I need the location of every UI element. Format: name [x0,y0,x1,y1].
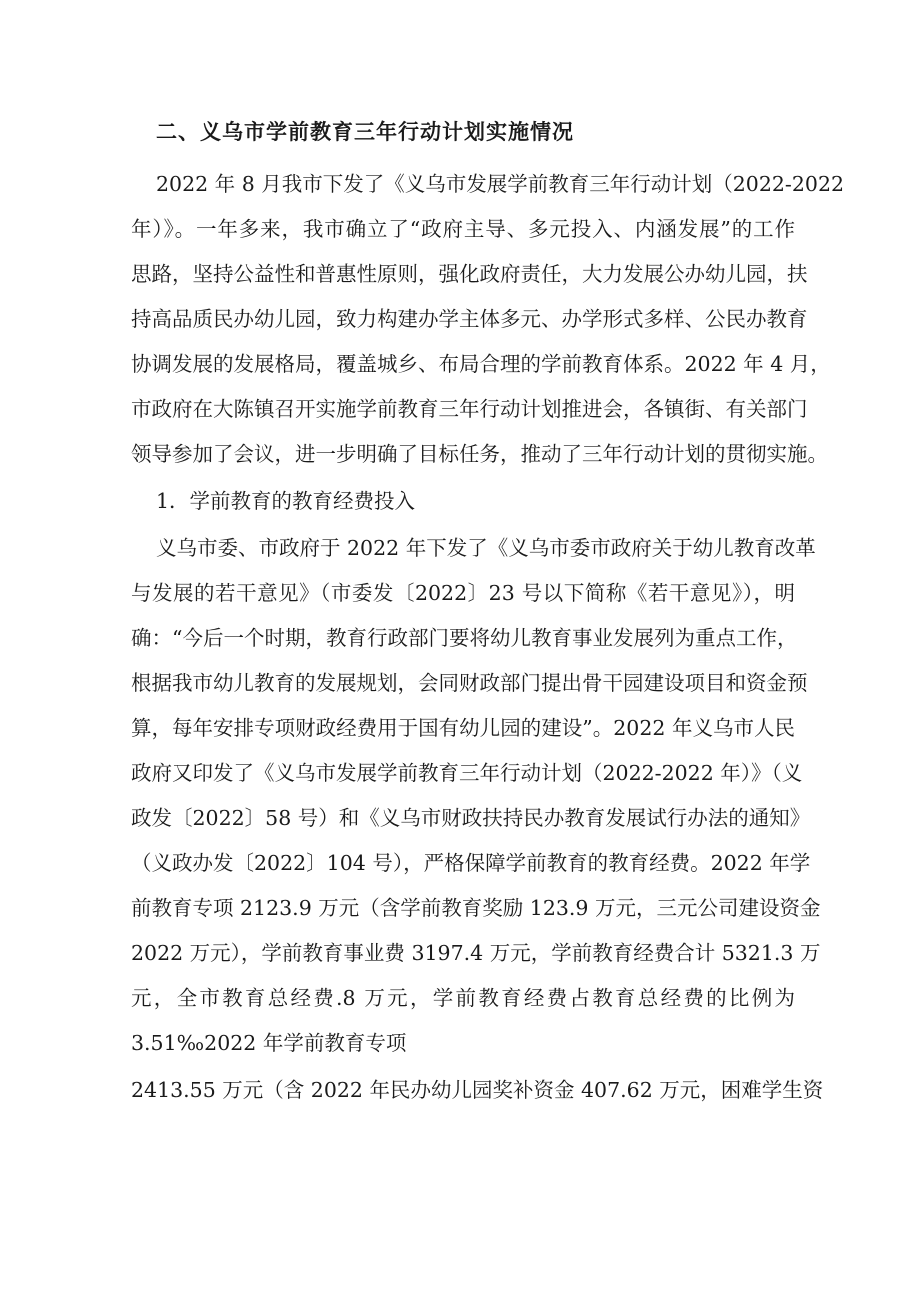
paragraph-line: 市政府在大陈镇召开实施学前教育三年行动计划推进会，各镇街、有关部门 [131,397,808,421]
paragraph-line: 与发展的若干意见》（市委发〔2022〕23 号以下简称《若干意见》），明 [131,581,795,605]
paragraph-line: 前教育专项 2123.9 万元（含学前教育奖励 123.9 万元，三元公司建设资金 [131,896,821,920]
paragraph-line: 2022 万元），学前教育事业费 3197.4 万元，学前教育经费合计 5321.3 万 [131,941,821,965]
paragraph-line: 2022 年 8 月我市下发了《义乌市发展学前教育三年行动计划（2022-2022 [156,172,845,196]
paragraph-line: 持高品质民办幼儿园，致力构建办学主体多元、办学形式多样、公民办教育 [131,307,808,331]
paragraph-line: 思路，坚持公益性和普惠性原则，强化政府责任，大力发展公办幼儿园，扶 [131,262,808,286]
paragraph-line: 算，每年安排专项财政经费用于国有幼儿园的建设”。2022 年义乌市人民 [131,716,795,740]
paragraph-line: 义乌市委、市政府于 2022 年下发了《义乌市委市政府关于幼儿教育改革 [156,536,816,560]
paragraph-line: 协调发展的发展格局，覆盖城乡、布局合理的学前教育体系。2022 年 4 月， [131,352,831,376]
paragraph-line: 2413.55 万元（含 2022 年民办幼儿园奖补资金 407.62 万元，困难学生资 [131,1078,824,1102]
paragraph-line: 根据我市幼儿教育的发展规划，会同财政部门提出骨干园建设项目和资金预 [131,671,808,695]
paragraph-line: 年）》。一年多来，我市确立了“政府主导、多元投入、内涵发展”的工作 [131,217,795,241]
paragraph-line: 元，全市教育总经费.8 万元，学前教育经费占教育总经费的比例为 [131,986,795,1010]
subsection-heading: 1．学前教育的教育经费投入 [156,489,416,513]
paragraph-line: 政发〔2022〕58 号）和《义乌市财政扶持民办教育发展试行办法的通知》 [131,806,811,830]
paragraph-line: 确：“今后一个时期，教育行政部门要将幼儿教育事业发展列为重点工作， [131,626,798,650]
paragraph-line: （义政办发〔2022〕104 号），严格保障学前教育的教育经费。2022 年学 [131,851,811,875]
paragraph-line: 领导参加了会议，进一步明确了目标任务，推动了三年行动计划的贯彻实施。 [131,442,828,466]
paragraph-line: 政府又印发了《义乌市发展学前教育三年行动计划（2022-2022 年）》（义 [131,761,803,785]
section-heading: 二、义乌市学前教育三年行动计划实施情况 [156,119,574,144]
paragraph-line: 3.51‰2022 年学前教育专项 [131,1031,407,1055]
